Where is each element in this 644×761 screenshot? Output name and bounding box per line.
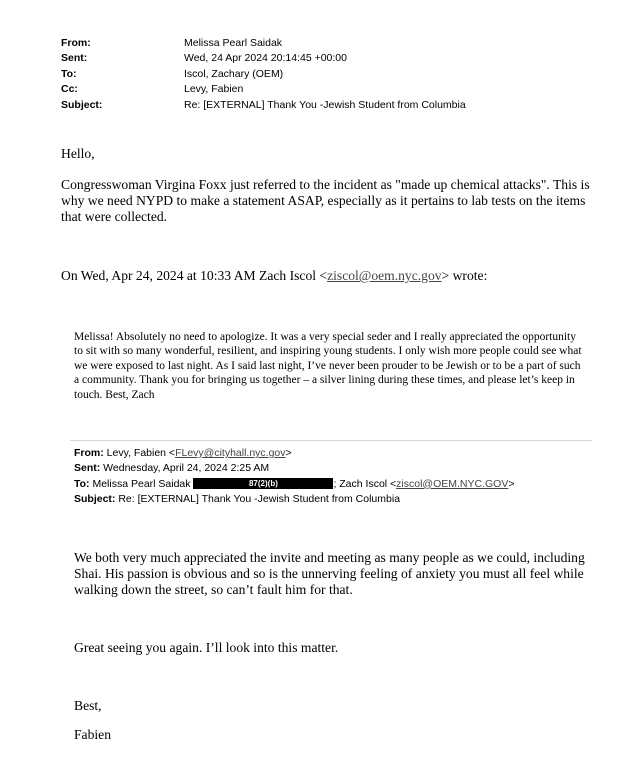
fwd-subject-value: Re: [EXTERNAL] Thank You -Jewish Student from Columbia — [118, 492, 401, 505]
subject-value: Re: [EXTERNAL] Thank You -Jewish Student from Columbia — [184, 98, 466, 111]
fwd-from-label: From: — [74, 447, 104, 459]
fwd-to-label: To: — [74, 477, 90, 490]
fwd-sent-row — [74, 461, 515, 476]
fwd-from-close: > — [285, 447, 292, 459]
from-label: From: — [61, 37, 91, 49]
fwd-to-email-link[interactable]: ziscol@OEM.NYC.GOV — [396, 477, 509, 490]
fwd-subject-row — [74, 492, 515, 507]
fwd-to-close: > — [508, 477, 515, 490]
fwd-sent-label: Sent: — [74, 462, 101, 475]
message-body: Congresswoman Virgina Foxx just referred to the incident as "made up chemical attacks". This is why we need NYPD to make a statement ASAP, especially as it pertains to lab tests on the items that were collected. — [61, 177, 590, 224]
header-to-row — [61, 67, 466, 82]
closing: Best, — [74, 698, 102, 713]
subject-label: Subject: — [61, 98, 103, 111]
reply-intro-prefix: On Wed, Apr 24, 2024 at 10:33 AM Zach Iscol < — [61, 268, 328, 283]
cc-label: Cc: — [61, 83, 78, 96]
signature: Fabien — [74, 727, 111, 742]
sent-label: Sent: — [61, 52, 88, 65]
header-sent-row — [61, 51, 466, 66]
greeting: Hello, — [61, 146, 95, 161]
forwarded-header — [74, 446, 515, 507]
fwd-sent-value: Wednesday, April 24, 2024 2:25 AM — [103, 462, 270, 475]
fwd-from-name: Levy, Fabien < — [106, 447, 176, 459]
reply-intro-suffix: > wrote: — [441, 268, 488, 283]
reply-intro-email-link[interactable]: ziscol@oem.nyc.gov — [327, 268, 442, 283]
quoted-reply: Melissa! Absolutely no need to apologize. It was a very special seder and I really appreciated the opportunity to sit with so many wonderful, resilient, and inspiring young students. I only wish more people could see what we were exposed to last night. As I said last night, I’ve never been prouder to be Jewish or to be a part of such a community. Thank you for bringing us together – a silver lining during these times, and please let’s keep in touch. Best, Zach — [74, 331, 582, 401]
sent-value: Wed, 24 Apr 2024 20:14:45 +00:00 — [184, 52, 347, 65]
reply-intro — [61, 268, 487, 284]
from-value: Melissa Pearl Saidak — [184, 37, 283, 49]
fwd-from-row — [74, 446, 515, 461]
fwd-to-row — [74, 477, 515, 492]
fwd-to-rest: ; Zach Iscol < — [333, 477, 397, 490]
cc-value: Levy, Fabien — [184, 83, 244, 96]
to-label: To: — [61, 67, 77, 80]
header-cc-row — [61, 82, 466, 97]
original-para2: Great seeing you again. I’ll look into this matter. — [74, 640, 339, 655]
fwd-from-email-link[interactable]: FLevy@cityhall.nyc.gov — [175, 447, 286, 459]
original-para1: We both very much appreciated the invite and meeting as many people as we could, including Shai. His passion is obvious and so is the unnerving feeling of anxiety you must all feel while walking down the street, so can’t fault him for that. — [74, 550, 585, 597]
header-from-row — [61, 36, 466, 51]
redaction-box: 87(2)(b) — [193, 478, 333, 489]
fwd-to-name: Melissa Pearl Saidak — [92, 477, 191, 490]
to-value: Iscol, Zachary (OEM) — [184, 67, 284, 80]
email-header — [61, 36, 466, 113]
fwd-subject-label: Subject: — [74, 492, 116, 505]
message-divider — [70, 440, 592, 441]
header-subject-row — [61, 98, 466, 113]
